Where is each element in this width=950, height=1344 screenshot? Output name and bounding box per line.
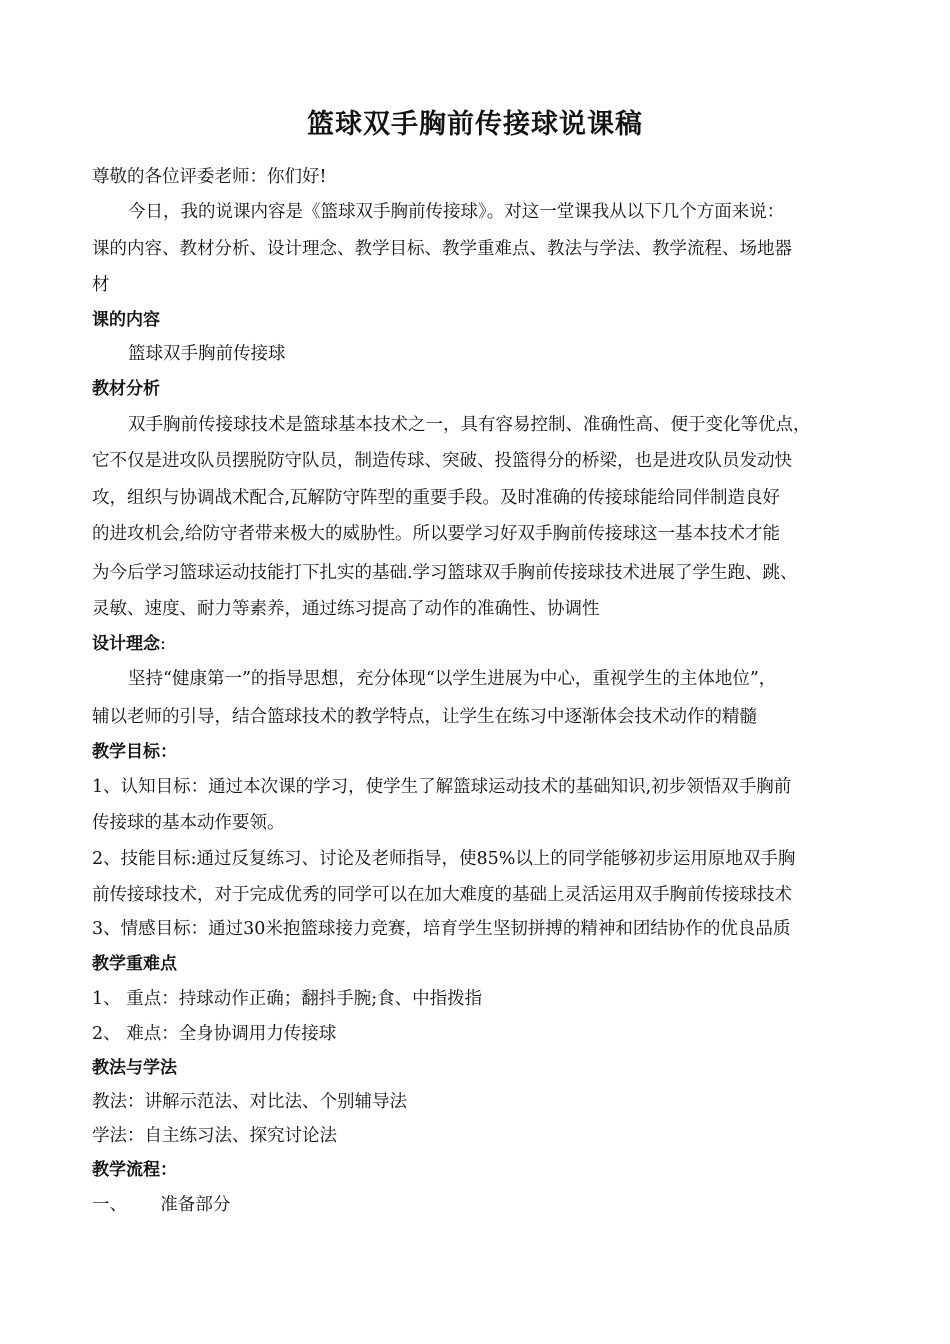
heading-methods: 教法与学法: [92, 1058, 177, 1078]
keypoint-line: 1、 重点：持球动作正确；翻抖手腕;食、中指拨指: [92, 989, 483, 1009]
heading-design-row: [92, 632, 872, 656]
goal-line: 前传接球技术，对于完成优秀的同学可以在加大难度的基础上灵活运用双手胸前传接球技术: [92, 885, 792, 905]
greeting: 尊敬的各位评委老师：你们好!: [92, 167, 327, 187]
analysis-line: 双手胸前传接球技术是篮球基本技术之一，具有容易控制、准确性高、便于变化等优点，: [128, 415, 811, 435]
design-line: 坚持“健康第一”的指导思想，充分体现“以学生进展为中心，重视学生的主体地位”，: [128, 669, 777, 689]
heading-goals: 教学目标：: [92, 742, 177, 762]
analysis-line: 灵敏、速度、耐力等素养，通过练习提高了动作的准确性、协调性: [92, 599, 600, 619]
goal-line: 传接球的基本动作要领。: [92, 813, 285, 833]
design-line: 辅以老师的引导，结合篮球技术的教学特点，让学生在练习中逐渐体会技术动作的精髓: [92, 707, 757, 727]
analysis-line: 攻，组织与协调战术配合,瓦解防守阵型的重要手段。及时准确的传接球能给同伴制造良好: [92, 488, 781, 508]
document-title: 篮球双手胸前传接球说课稿: [307, 109, 643, 140]
goal-line: 2、技能目标:通过反复练习、讨论及老师指导，使85%以上的同学能够初步运用原地双手胸: [92, 849, 796, 869]
analysis-line: 的进攻机会,给防守者带来极大的威胁性。所以要学习好双手胸前传接球这一基本技术才能: [92, 524, 781, 544]
intro-line: 课的内容、教材分析、设计理念、教学目标、教学重难点、教法与学法、教学流程、场地器: [92, 239, 792, 259]
keypoint-line: 2、 难点：全身协调用力传接球: [92, 1024, 337, 1044]
heading-content: 课的内容: [92, 310, 160, 330]
goal-line: 1、认知目标：通过本次课的学习，使学生了解篮球运动技术的基础知识,初步领悟双手胸前: [92, 777, 792, 797]
heading-design: 设计理念: [92, 634, 160, 654]
goal-line: 3、情感目标：通过30米抱篮球接力竞赛，培育学生坚韧拼搏的精神和团结协作的优良品质: [92, 919, 791, 939]
analysis-line: 它不仅是进攻队员摆脱防守队员，制造传球、突破、投篮得分的桥梁，也是进攻队员发动快: [92, 451, 792, 471]
heading-analysis: 教材分析: [92, 379, 160, 399]
analysis-line: 为今后学习篮球运动技能打下扎实的基础.学习篮球双手胸前传接球技术进展了学生跑、跳、: [92, 563, 798, 583]
content-text: 篮球双手胸前传接球: [128, 344, 286, 364]
method-line: 教法：讲解示范法、对比法、个别辅导法: [92, 1092, 407, 1112]
flow-line: 一、 准备部分: [92, 1195, 231, 1215]
intro-line: 今日，我的说课内容是《篮球双手胸前传接球》。对这一堂课我从以下几个方面来说：: [128, 202, 785, 222]
method-line: 学法：自主练习法、探究讨论法: [92, 1126, 337, 1146]
intro-line: 材: [92, 275, 110, 295]
heading-flow: 教学流程：: [92, 1160, 177, 1180]
heading-keypoints: 教学重难点: [92, 954, 177, 974]
heading-design-suffix: :: [160, 634, 166, 654]
